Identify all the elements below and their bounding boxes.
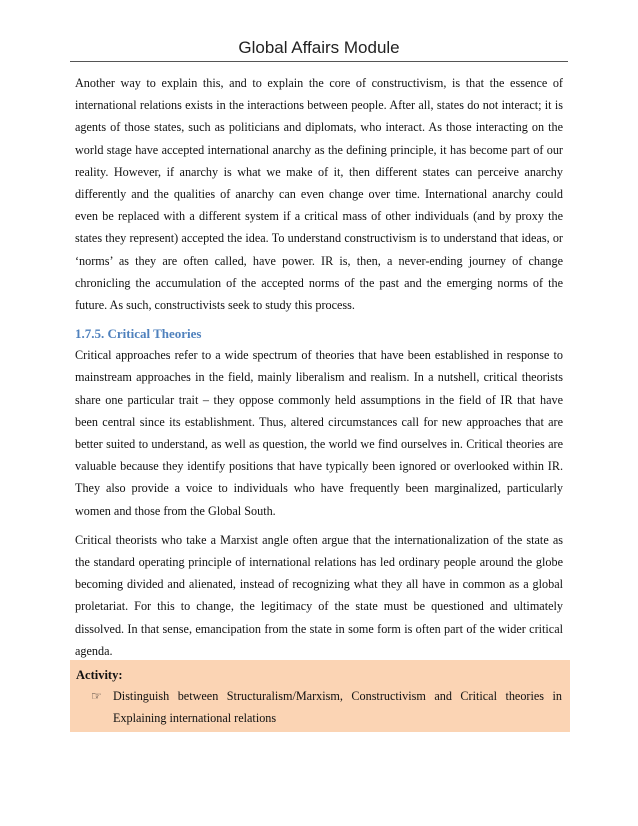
page-header-title: Global Affairs Module <box>238 38 400 57</box>
header-divider <box>70 61 568 62</box>
activity-list-item <box>91 685 562 729</box>
pointing-hand-icon: ☞ <box>91 689 102 703</box>
activity-label: Activity: <box>76 668 123 682</box>
section-heading-critical-theories: 1.7.5. Critical Theories <box>75 326 202 342</box>
activity-item-text: Distinguish between Structuralism/Marxism, Constructivism and Critical theories in Explaining international relations <box>113 689 562 725</box>
page-body <box>75 72 563 662</box>
critical-marxist-paragraph: Critical theorists who take a Marxist angle often argue that the internationalization of the state as the standard operating principle of international relations has led ordinary people around the globe becoming divided and alienated, instead of recognizing what they all have in common as a global proletariat. For this to change, the legitimacy of the state must be questioned and ultimately dissolved. In that sense, emancipation from the state in some form is often part of the wider critical agenda. <box>75 532 563 658</box>
constructivism-paragraph: Another way to explain this, and to explain the core of constructivism, is that the essence of international relations exists in the interactions between people. After all, states do not interact; it is agents of those states, such as politicians and diplomats, who interact. As those interacting on the world stage have accepted international anarchy as the defining principle, it has become part of our reality. However, if anarchy is what we make of it, then different states can perceive anarchy differently and the qualities of anarchy can even change over time. International anarchy could even be replaced with a different system if a critical mass of other individuals (and by proxy the states they represent) accepted the idea. To understand constructivism is to understand that ideas, or ‘norms’ as they are often called, have power. IR is, then, a never-ending journey of change chronicling the accumulation of the accepted norms of the past and the emerging norms of the future. As such, constructivists seek to study this process. <box>75 76 563 313</box>
critical-intro-paragraph: Critical approaches refer to a wide spectrum of theories that have been established in response to mainstream approaches in the field, mainly liberalism and realism. In a nutshell, critical theorists share one particular trait – they oppose commonly held assumptions in the field of IR that have been central since its establishment. Thus, altered circumstances call for new approaches that are better suited to understand, as well as question, the world we find ourselves in. Critical theories are valuable because they identify positions that have typically been ignored or overlooked within IR. They also provide a voice to individuals who have frequently been marginalized, particularly women and those from the Global South. <box>75 348 563 518</box>
activity-box <box>70 660 570 732</box>
